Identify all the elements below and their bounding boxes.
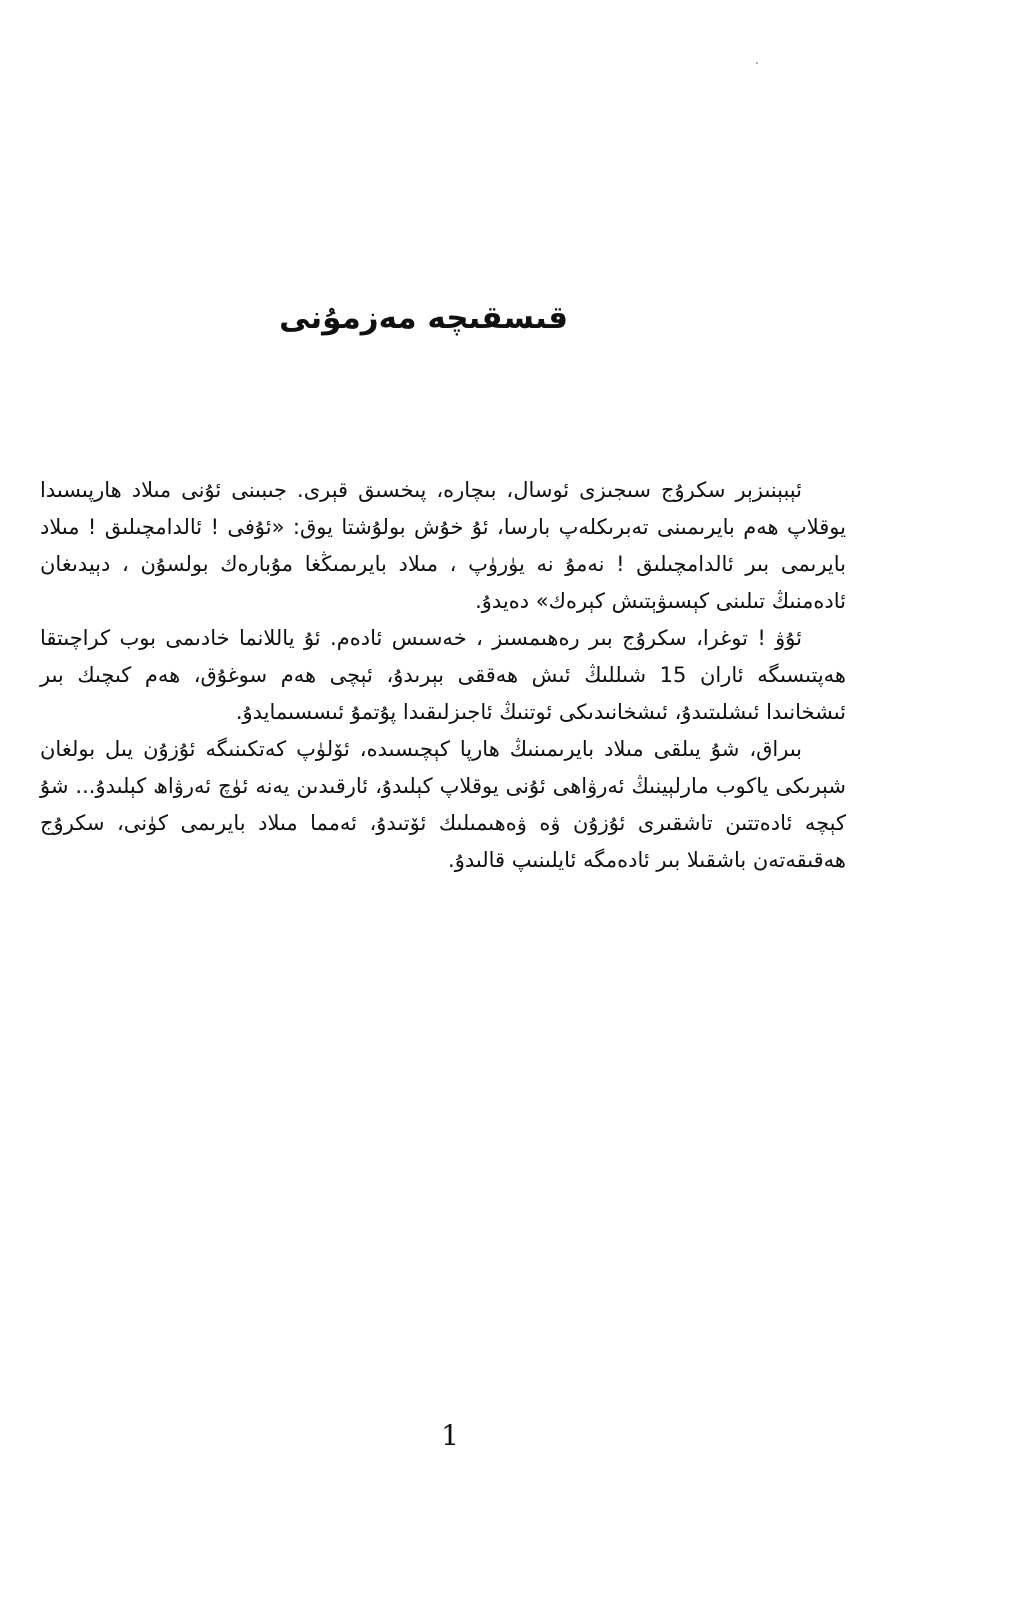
paragraph-2: ئۇۋ ! توغرا، سكرۇج بىر رەھىمسىز ، خەسىس ئادەم. ئۇ ياللانما خادىمى بوب كراچىتقا ھەپتىسىگە ئاران 15 شىللىڭ ئىش ھەققى بېرىدۇ، ئېچى ھەم سوغۇق، ھەم كىچىك بىر ئىشخانىدا ئىشلىتىدۇ، ئىشخانىدىكى ئوتنىڭ ئاجىزلىقىدا پۇتمۇ ئىسسىمايدۇ. <box>40 626 846 724</box>
paragraph-3: بىراق، شۇ يىلقى مىلاد بايرىمىنىڭ ھارپا كېچىسىدە، ئۆلۈپ كەتكىنىگە ئۇزۇن يىل بولغان شېرىكى ياكوب مارلېينىڭ ئەرۋاھى ئۇنى يوقلاپ كېلىدۇ، ئارقىدىن يەنە ئۈچ ئەرۋاھ كېلىدۇ... شۇ كېچە ئادەتتىن تاشقىرى ئۇزۇن ۋە ۋەھىمىلىك ئۆتىدۇ، ئەمما مىلاد بايرىمى كۈنى، سكرۇج ھەقىقەتەن باشقىلا بىر ئادەمگە ئايلىنىپ قالىدۇ. <box>40 737 846 872</box>
paragraph-1: ئېبېنىزېر سكرۇج سىجىزى ئوسال، بىچارە، پىخسىق قېرى. جىبىنى ئۇنى مىلاد ھارپىسىدا يوقلاپ ھەم بايرىمىنى تەبرىكلەپ بارسا، ئۇ خۇش بولۇشتا يوق: «ئۇفى ! ئالدامچىلىق ! مىلاد بايرىمى بىر ئالدامچىلىق ! نەمۇ نە يۈرۈپ ، مىلاد بايرىمىڭغا مۇبارەك بولسۇن ، دېيدىغان ئادەمنىڭ تىلىنى كېسىۋېتىش كېرەك» دەيدۇ. <box>40 478 846 613</box>
page-title: قىسقىچە مەزمۇنى <box>279 300 568 336</box>
page-number: 1 <box>441 1419 459 1452</box>
summary-body <box>40 472 846 879</box>
scan-speck <box>756 62 758 64</box>
